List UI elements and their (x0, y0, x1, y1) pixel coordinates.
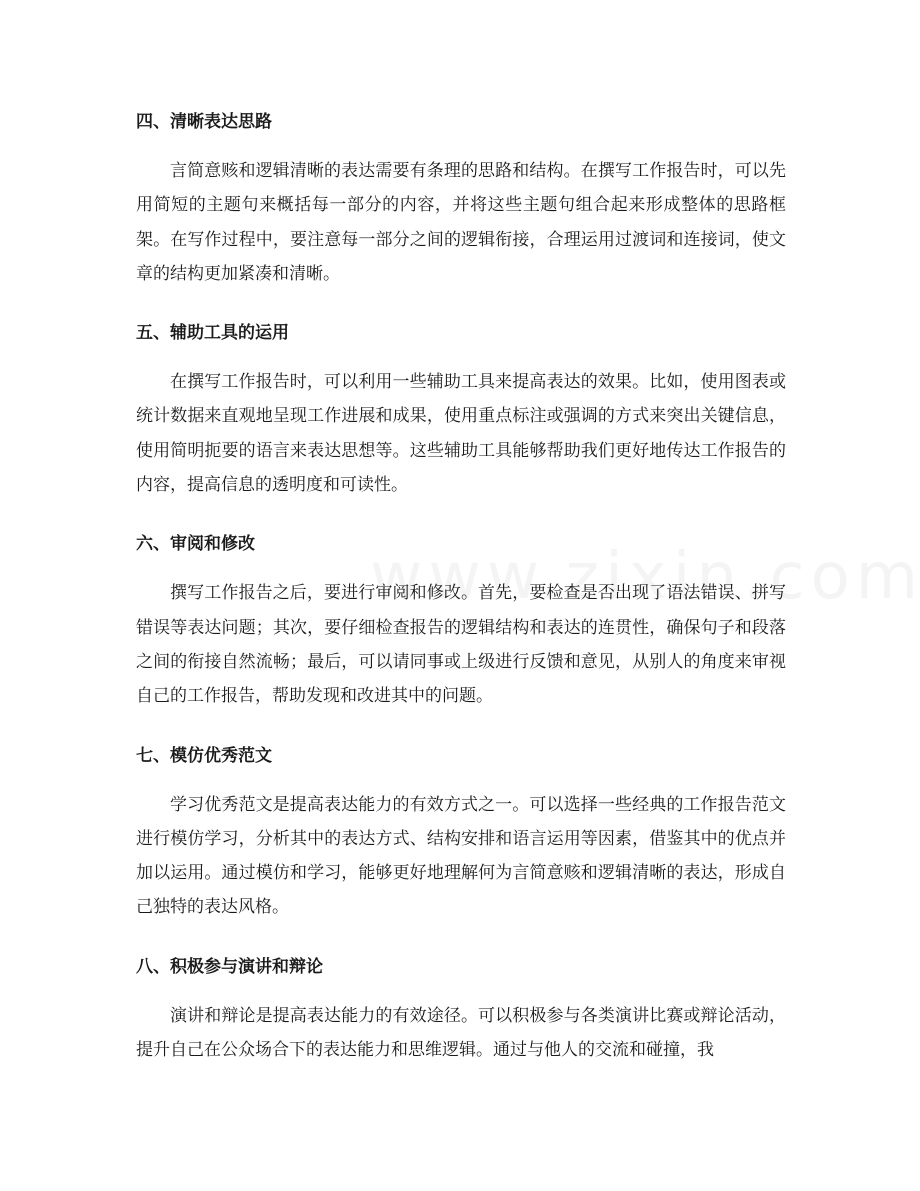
section-paragraph: 学习优秀范文是提高表达能力的有效方式之一。可以选择一些经典的工作报告范文进行模仿学习，分析其中的表达方式、结构安排和语言运用等因素，借鉴其中的优点并加以运用。通过模仿和学习，能够更好地理解何为言简意赅和逻辑清晰的表达，形成自己独特的表达风格。 (136, 794, 786, 918)
section-paragraph: 言简意赅和逻辑清晰的表达需要有条理的思路和结构。在撰写工作报告时，可以先用简短的主题句来概括每一部分的内容，并将这些主题句组合起来形成整体的思路框架。在写作过程中，要注意每一部分之间的逻辑衔接，合理运用过渡词和连接词，使文章的结构更加紧凑和清晰。 (136, 161, 786, 284)
section-paragraph: 在撰写工作报告时，可以利用一些辅助工具来提高表达的效果。比如，使用图表或统计数据来直观地呈现工作进展和成果，使用重点标注或强调的方式来突出关键信息，使用简明扼要的语言来表达思想等。这些辅助工具能够帮助我们更好地传达工作报告的内容，提高信息的透明度和可读性。 (136, 372, 786, 496)
section-paragraph: 撰写工作报告之后，要进行审阅和修改。首先，要检查是否出现了语法错误、拼写错误等表达问题；其次，要仔细检查报告的逻辑结构和表达的连贯性，确保句子和段落之间的衔接自然流畅；最后，可以请同事或上级进行反馈和意见，从别人的角度来审视自己的工作报告，帮助发现和改进其中的问题。 (136, 583, 786, 707)
section-8 (136, 949, 786, 1068)
section-title: 五、辅助工具的运用 (136, 323, 289, 344)
section-5 (136, 315, 786, 502)
section-title: 八、积极参与演讲和辩论 (136, 956, 323, 977)
section-paragraph: 演讲和辩论是提高表达能力的有效途径。可以积极参与各类演讲比赛或辩论活动，提升自己在公众场合下的表达能力和思维逻辑。通过与他人的交流和碰撞，我 (136, 1005, 786, 1061)
section-title: 四、清晰表达思路 (136, 112, 272, 132)
section-7 (136, 738, 786, 925)
section-title: 七、模仿优秀范文 (136, 745, 272, 766)
section-title: 六、审阅和修改 (136, 534, 255, 555)
document-page (136, 104, 786, 1067)
section-4 (136, 104, 786, 291)
section-6 (136, 526, 786, 713)
